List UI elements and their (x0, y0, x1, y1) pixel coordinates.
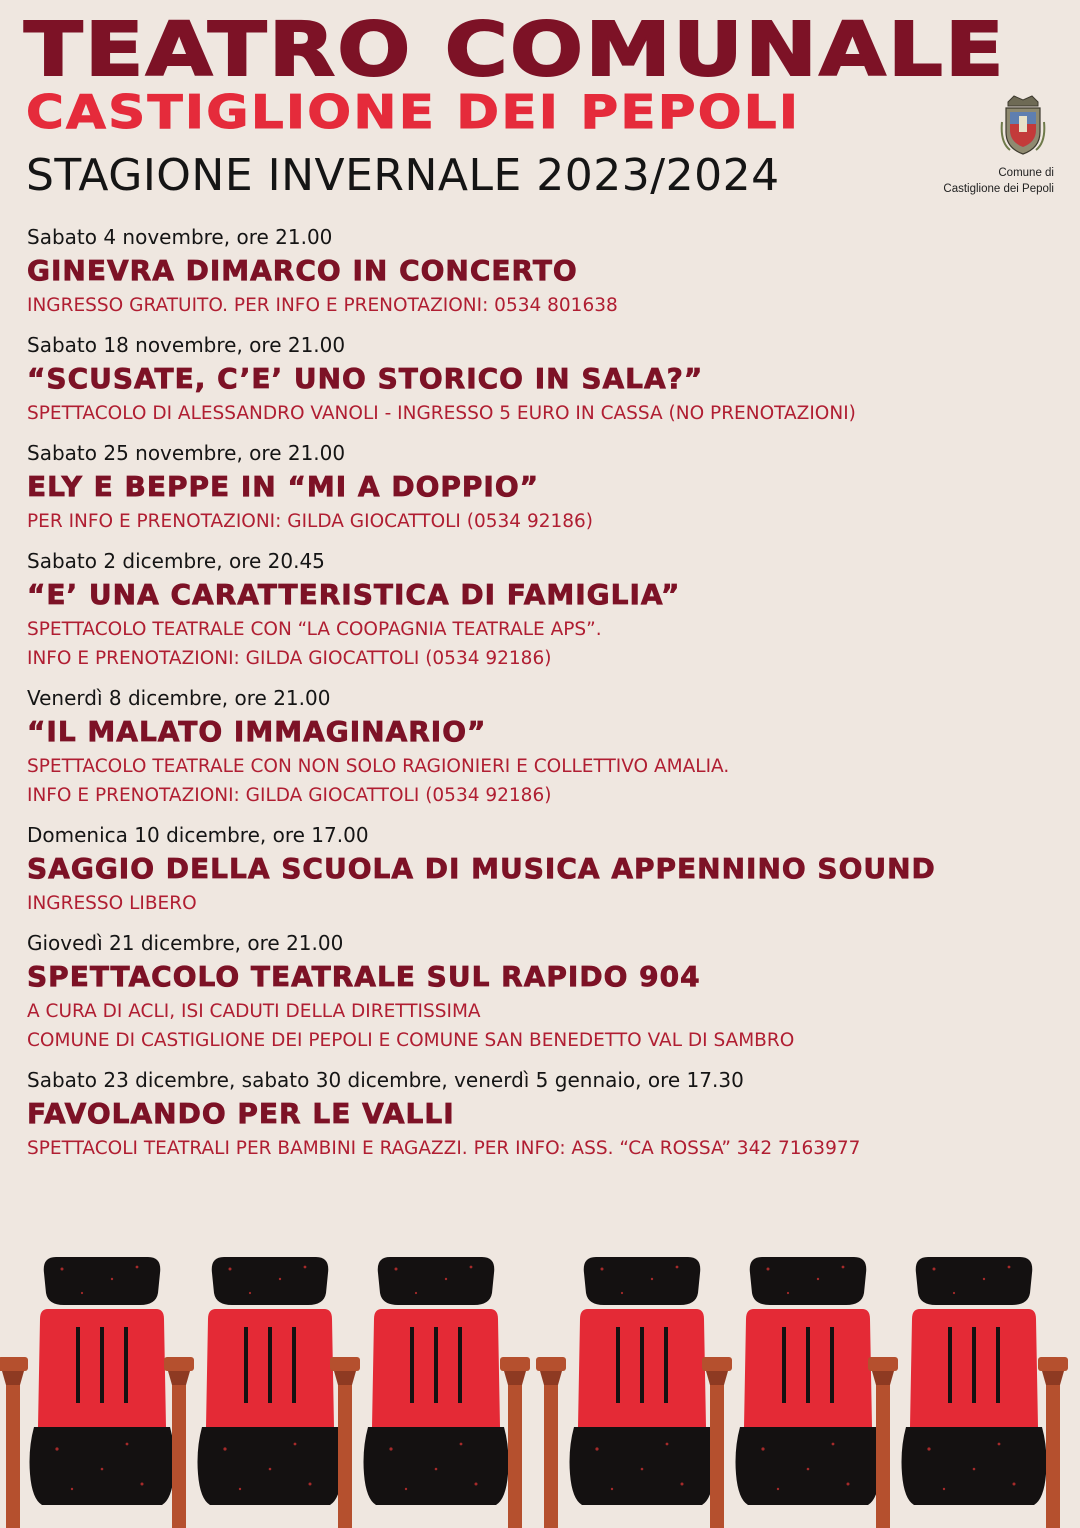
event-title: SPETTACOLO TEATRALE SUL RAPIDO 904 (27, 960, 701, 993)
event-info: SPETTACOLO DI ALESSANDRO VANOLI - INGRESSO 5 EURO IN CASSA (NO PRENOTAZIONI) (27, 403, 856, 424)
season-heading: STAGIONE INVERNALE 2023/2024 (26, 150, 780, 201)
event-list (27, 223, 1057, 1174)
event-date: Domenica 10 dicembre, ore 17.00 (27, 823, 369, 847)
event-item (27, 223, 1057, 320)
event-title: ELY E BEPPE IN “MI A DOPPIO” (27, 470, 540, 503)
event-item (27, 547, 1057, 673)
logo-caption-line2: Castiglione dei Pepoli (943, 183, 1054, 195)
event-date: Giovedì 21 dicembre, ore 21.00 (27, 931, 344, 955)
event-date: Sabato 23 dicembre, sabato 30 dicembre, venerdì 5 gennaio, ore 17.30 (27, 1068, 744, 1092)
theater-seats-icon (0, 1245, 1080, 1528)
page-subtitle: CASTIGLIONE DEI PEPOLI (26, 85, 801, 139)
event-title: SAGGIO DELLA SCUOLA DI MUSICA APPENNINO SOUND (27, 852, 936, 885)
event-info: SPETTACOLO TEATRALE CON “LA COOPAGNIA TEATRALE APS”. (27, 619, 602, 640)
event-info: INFO E PRENOTAZIONI: GILDA GIOCATTOLI (0534 92186) (27, 785, 552, 806)
event-info: PER INFO E PRENOTAZIONI: GILDA GIOCATTOLI (0534 92186) (27, 511, 594, 532)
event-info: COMUNE DI CASTIGLIONE DEI PEPOLI E COMUNE SAN BENEDETTO VAL DI SAMBRO (27, 1030, 795, 1051)
event-title: FAVOLANDO PER LE VALLI (27, 1097, 455, 1130)
event-info: SPETTACOLI TEATRALI PER BAMBINI E RAGAZZI. PER INFO: ASS. “CA ROSSA” 342 7163977 (27, 1138, 861, 1159)
event-title: GINEVRA DIMARCO IN CONCERTO (27, 254, 578, 287)
page-title: TEATRO COMUNALE (24, 7, 1006, 93)
event-item (27, 331, 1057, 428)
event-date: Venerdì 8 dicembre, ore 21.00 (27, 686, 331, 710)
logo-caption-line1: Comune di (998, 167, 1054, 179)
logo-caption (943, 165, 1054, 197)
event-date: Sabato 4 novembre, ore 21.00 (27, 225, 333, 249)
event-item (27, 929, 1057, 1055)
event-info: INGRESSO LIBERO (27, 893, 197, 914)
event-info: A CURA DI ACLI, ISI CADUTI DELLA DIRETTISSIMA (27, 1001, 481, 1022)
event-date: Sabato 18 novembre, ore 21.00 (27, 333, 346, 357)
coat-of-arms-icon (1000, 92, 1046, 158)
event-title: “E’ UNA CARATTERISTICA DI FAMIGLIA” (27, 578, 681, 611)
event-title: “IL MALATO IMMAGINARIO” (27, 715, 487, 748)
event-item (27, 1066, 1057, 1163)
event-date: Sabato 2 dicembre, ore 20.45 (27, 549, 325, 573)
event-date: Sabato 25 novembre, ore 21.00 (27, 441, 346, 465)
event-info: INGRESSO GRATUITO. PER INFO E PRENOTAZIONI: 0534 801638 (27, 295, 618, 316)
event-info: SPETTACOLO TEATRALE CON NON SOLO RAGIONIERI E COLLETTIVO AMALIA. (27, 756, 730, 777)
event-item (27, 684, 1057, 810)
event-item (27, 439, 1057, 536)
event-title: “SCUSATE, C’E’ UNO STORICO IN SALA?” (27, 362, 704, 395)
event-info: INFO E PRENOTAZIONI: GILDA GIOCATTOLI (0534 92186) (27, 648, 552, 669)
event-item (27, 821, 1057, 918)
